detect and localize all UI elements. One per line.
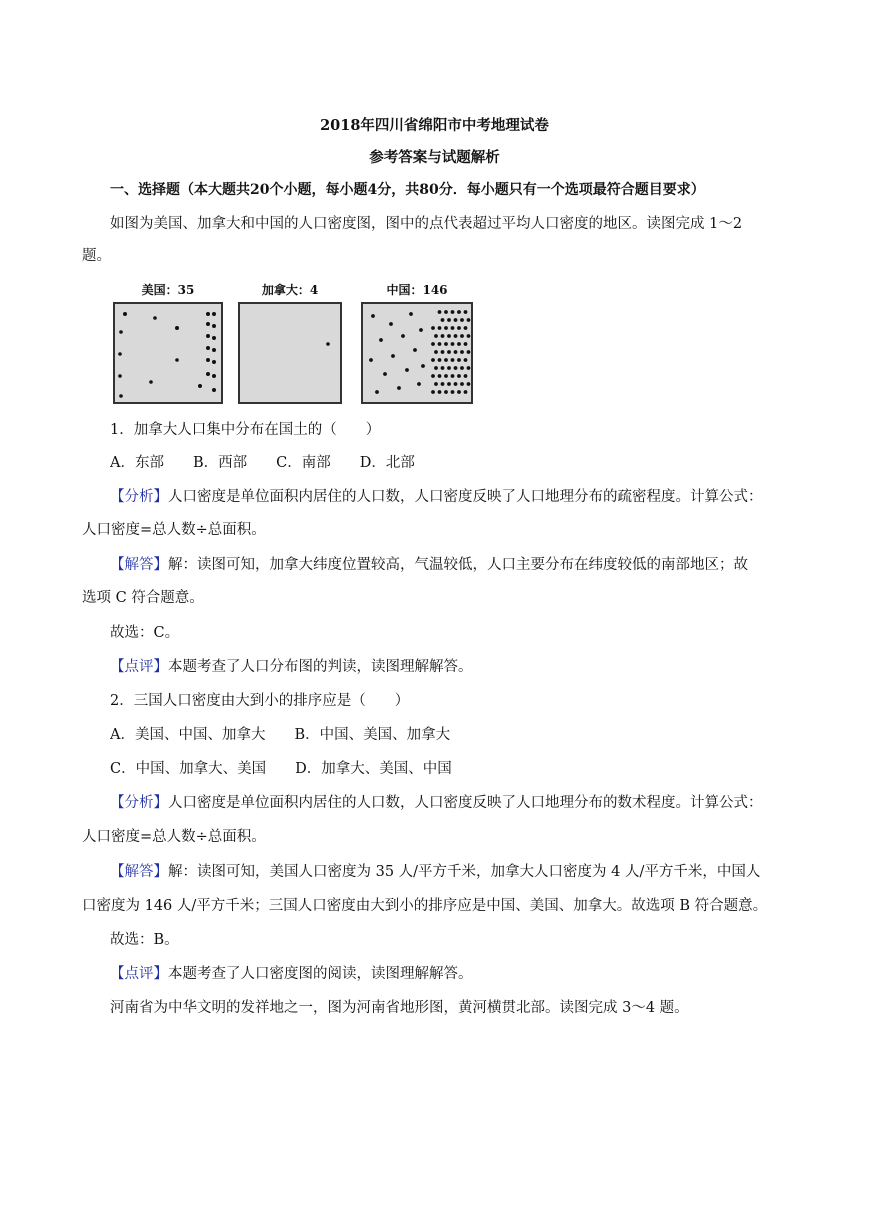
- q1-analysis: [110, 487, 763, 507]
- density-dot: [454, 382, 458, 386]
- q2-choice: 故选：B。: [110, 932, 179, 948]
- density-dot: [460, 334, 464, 338]
- density-dot: [371, 314, 375, 318]
- density-dot: [391, 354, 395, 358]
- density-dot: [467, 334, 471, 338]
- density-dot: [464, 390, 468, 394]
- q2-answer-cont: 口密度为 146 人/平方千米；三国人口密度由大到小的排序应是中国、美国、加拿大。故选项 B 符合题意。: [82, 898, 768, 914]
- map-label-china: 中国：146: [386, 283, 448, 297]
- density-dot: [451, 358, 455, 362]
- density-dot: [397, 386, 401, 390]
- density-dot: [457, 358, 461, 362]
- comment-tag: 【点评】: [110, 966, 168, 982]
- density-dot: [438, 374, 442, 378]
- density-dot: [431, 342, 435, 346]
- map-area-china: [361, 302, 473, 404]
- q1-analysis-cont: 人口密度=总人数÷总面积。: [82, 522, 266, 538]
- density-dot: [451, 390, 455, 394]
- density-dot: [460, 350, 464, 354]
- page-subtitle: 参考答案与试题解析: [369, 149, 500, 166]
- density-dot: [457, 310, 461, 314]
- density-dot: [444, 358, 448, 362]
- density-dot: [438, 310, 442, 314]
- q1-comment: [110, 657, 473, 677]
- density-dot: [434, 366, 438, 370]
- density-dot: [460, 382, 464, 386]
- density-dot: [464, 342, 468, 346]
- analysis-tag: 【分析】: [110, 489, 168, 505]
- q2-options-ab: A．美国、中国、加拿大 B．中国、美国、加拿大: [110, 727, 451, 743]
- density-dot: [444, 374, 448, 378]
- density-dot: [444, 390, 448, 394]
- density-dot: [438, 390, 442, 394]
- density-dot: [438, 326, 442, 330]
- density-dot: [447, 382, 451, 386]
- density-dot: [417, 382, 421, 386]
- density-dot: [454, 350, 458, 354]
- density-dot: [441, 366, 445, 370]
- analysis-text: 人口密度是单位面积内居住的人口数，人口密度反映了人口地理分布的疏密程度。计算公式：: [168, 489, 763, 505]
- density-dot: [454, 334, 458, 338]
- q1-stem: 1．加拿大人口集中分布在国土的（ ）: [110, 422, 381, 438]
- density-dot: [460, 366, 464, 370]
- usa-dots: [115, 304, 221, 402]
- density-dot: [467, 318, 471, 322]
- density-dot: [431, 326, 435, 330]
- map-label-canada: 加拿大：4: [261, 283, 319, 297]
- density-dot: [447, 366, 451, 370]
- density-dot: [438, 358, 442, 362]
- q2-options-cd: C．中国、加拿大、美国 D．加拿大、美国、中国: [110, 761, 452, 777]
- density-dot: [451, 374, 455, 378]
- map-area-usa: [113, 302, 223, 404]
- comment-tag: 【点评】: [110, 659, 168, 675]
- density-dot: [375, 390, 379, 394]
- population-density-figure: [113, 282, 478, 407]
- density-dot: [438, 342, 442, 346]
- density-dot: [421, 364, 425, 368]
- density-dot: [444, 342, 448, 346]
- density-dot: [431, 358, 435, 362]
- density-dot: [383, 372, 387, 376]
- q1-answer: [110, 555, 748, 575]
- china-dots: [363, 304, 471, 402]
- density-dot: [413, 348, 417, 352]
- density-dot: [454, 366, 458, 370]
- q1-options: A．东部 B．西部 C．南部 D．北部: [110, 455, 415, 471]
- density-dot: [457, 390, 461, 394]
- density-dot: [389, 322, 393, 326]
- density-dot: [467, 350, 471, 354]
- q1-answer-cont: 选项 C 符合题意。: [82, 590, 204, 606]
- answer-text: 解：读图可知，美国人口密度为 35 人/平方千米，加拿大人口密度为 4 人/平方千米，中国人: [168, 864, 761, 880]
- q1-choice: 故选：C。: [110, 625, 180, 641]
- q2-stem: 2．三国人口密度由大到小的排序应是（ ）: [110, 693, 410, 709]
- density-dot: [434, 350, 438, 354]
- analysis-text: 人口密度是单位面积内居住的人口数，人口密度反映了人口地理分布的数术程度。计算公式：: [168, 795, 763, 811]
- density-dot: [464, 310, 468, 314]
- intro-text-cont: 题。: [82, 248, 111, 264]
- density-dot: [464, 358, 468, 362]
- q2-answer: [110, 862, 760, 882]
- density-dot: [447, 318, 451, 322]
- density-dot: [405, 368, 409, 372]
- comment-text: 本题考查了人口分布图的判读，读图理解解答。: [168, 659, 473, 675]
- density-dot: [447, 334, 451, 338]
- density-dot: [447, 350, 451, 354]
- density-dot: [431, 374, 435, 378]
- density-dot: [419, 328, 423, 332]
- analysis-tag: 【分析】: [110, 795, 168, 811]
- page-title: 2018年四川省绵阳市中考地理试卷: [320, 117, 549, 134]
- q2-comment: [110, 964, 473, 984]
- next-question-intro: 河南省为中华文明的发祥地之一，图为河南省地形图，黄河横贯北部。读图完成 3～4 题。: [110, 1000, 689, 1016]
- density-dot: [451, 326, 455, 330]
- density-dot: [464, 374, 468, 378]
- canada-dots: [240, 304, 340, 402]
- density-dot: [379, 338, 383, 342]
- section-heading: 一、选择题（本大题共20个小题，每小题4分，共80分．每小题只有一个选项最符合题目要求）: [110, 182, 705, 198]
- density-dot: [441, 350, 445, 354]
- density-dot: [431, 390, 435, 394]
- density-dot: [457, 374, 461, 378]
- density-dot: [434, 334, 438, 338]
- answer-tag: 【解答】: [110, 864, 168, 880]
- density-dot: [444, 310, 448, 314]
- density-dot: [467, 382, 471, 386]
- density-dot: [401, 334, 405, 338]
- answer-tag: 【解答】: [110, 557, 168, 573]
- density-dot: [460, 318, 464, 322]
- density-dot: [467, 366, 471, 370]
- density-dot: [454, 318, 458, 322]
- comment-text: 本题考查了人口密度图的阅读，读图理解解答。: [168, 966, 473, 982]
- map-area-canada: [238, 302, 342, 404]
- density-dot: [434, 382, 438, 386]
- density-dot: [451, 310, 455, 314]
- density-dot: [441, 318, 445, 322]
- density-dot: [441, 382, 445, 386]
- density-dot: [457, 326, 461, 330]
- intro-text: 如图为美国、加拿大和中国的人口密度图，图中的点代表超过平均人口密度的地区。读图完成 1～2: [110, 216, 743, 232]
- answer-text: 解：读图可知，加拿大纬度位置较高，气温较低，人口主要分布在纬度较低的南部地区；故: [168, 557, 748, 573]
- density-dot: [369, 358, 373, 362]
- q2-analysis: [110, 793, 763, 813]
- density-dot: [409, 312, 413, 316]
- density-dot: [441, 334, 445, 338]
- map-label-usa: 美国：35: [141, 283, 195, 297]
- density-dot: [444, 326, 448, 330]
- density-dot: [451, 342, 455, 346]
- density-dot: [464, 326, 468, 330]
- density-dot: [457, 342, 461, 346]
- q2-analysis-cont: 人口密度=总人数÷总面积。: [82, 829, 266, 845]
